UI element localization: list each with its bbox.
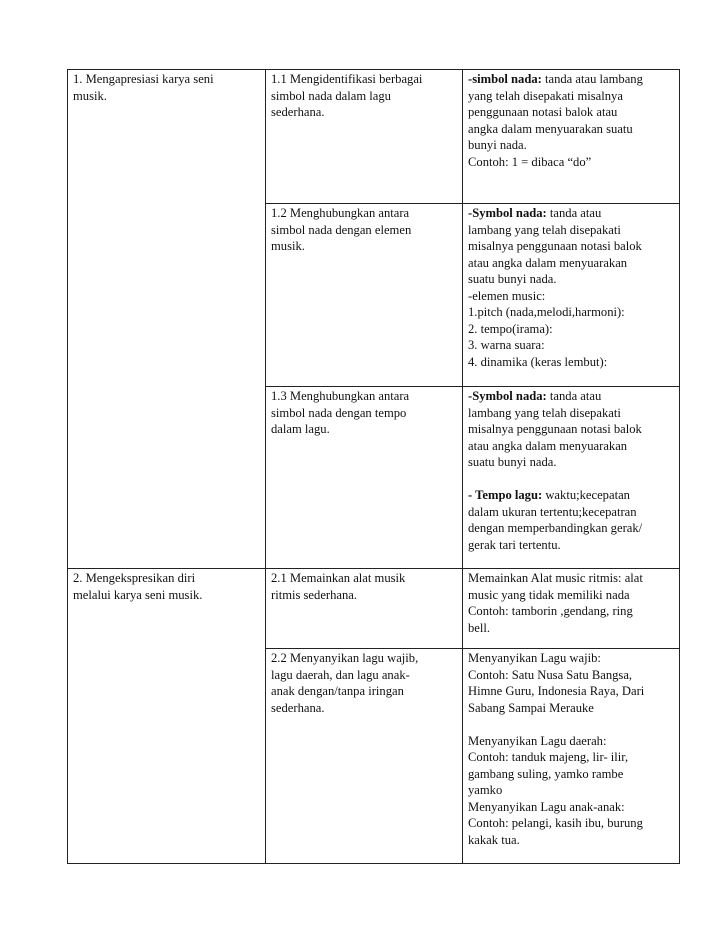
material-text: 2. tempo(irama): [468,321,553,336]
material-text: Contoh: tamborin ,gendang, ring [468,604,633,618]
table-row [68,569,680,649]
indicator-text: 1.1 Mengidentifikasi berbagai [271,72,423,86]
blank-line [468,716,674,733]
material-text: bunyi nada. [468,138,527,152]
indicator-cell [266,649,463,864]
material-text: Menyanyikan Lagu anak-anak: [468,799,625,814]
material-text: Contoh: Satu Nusa Satu Bangsa, [468,667,633,682]
blank-line [468,471,674,488]
material-cell [463,70,680,204]
indicator-text: 2.1 Memainkan alat musik [271,571,406,585]
competency-cell [68,70,266,569]
material-text: gambang suling, yamko rambe [468,766,624,781]
material-text: lambang yang telah disepakati [468,222,621,237]
material-text: Contoh: pelangi, kasih ibu, burung [468,816,643,830]
material-text: gerak tari tertentu. [468,537,561,552]
indicator-text: simbol nada dengan tempo [271,405,407,420]
material-text: yamko [468,783,503,797]
material-text: atau angka dalam menyuarakan [468,255,628,270]
indicator-text: 2.2 Menyanyikan lagu wajib, [271,651,419,665]
material-text: dalam ukuran tertentu;kecepatran [468,504,637,519]
material-text: Memainkan Alat music ritmis: alat [468,571,643,585]
material-text: -Symbol nada: tanda atau [468,389,602,403]
indicator-cell [266,70,463,204]
competency-cell [68,569,266,864]
indicator-text: sederhana. [271,700,325,715]
indicator-text: simbol nada dengan elemen [271,222,412,237]
material-text: penggunaan notasi balok atau [468,105,618,119]
material-text: yang telah disepakati misalnya [468,88,623,103]
indicator-cell [266,387,463,569]
material-cell [463,649,680,864]
material-text: Menyanyikan Lagu daerah: [468,733,607,748]
competency-text: 1. Mengapresiasi karya seni [73,72,214,86]
competency-text: musik. [73,88,107,103]
material-text: atau angka dalam menyuarakan [468,438,628,453]
indicator-text: sederhana. [271,105,325,119]
indicator-text: musik. [271,239,305,253]
material-text: misalnya penggunaan notasi balok [468,239,642,253]
material-cell [463,387,680,569]
curriculum-table [67,69,680,864]
material-text: dengan memperbandingkan gerak/ [468,521,643,535]
material-text: lambang yang telah disepakati [468,405,621,420]
material-text: misalnya penggunaan notasi balok [468,422,642,436]
material-text: Menyanyikan Lagu wajib: [468,651,601,665]
material-text: -simbol nada: tanda atau lambang [468,72,643,86]
indicator-text: dalam lagu. [271,422,330,436]
competency-text: 2. Mengekspresikan diri [73,571,196,585]
material-text: suatu bunyi nada. [468,455,557,469]
material-text: suatu bunyi nada. [468,272,557,286]
material-text: Contoh: tanduk majeng, lir- ilir, [468,750,629,764]
material-text: - Tempo lagu: waktu;kecepatan [468,488,630,502]
material-text: 4. dinamika (keras lembut): [468,354,608,369]
table-row [68,70,680,204]
material-text: kakak tua. [468,832,520,847]
material-cell [463,569,680,649]
material-text: angka dalam menyuarakan suatu [468,121,633,136]
indicator-text: 1.3 Menghubungkan antara [271,389,410,403]
material-text: 3. warna suara: [468,338,545,352]
competency-text: melalui karya seni musik. [73,587,203,602]
material-text: music yang tidak memiliki nada [468,587,630,602]
indicator-text: 1.2 Menghubungkan antara [271,206,410,220]
material-text: Himne Guru, Indonesia Raya, Dari [468,684,645,698]
material-text: Contoh: 1 = dibaca “do” [468,154,592,169]
indicator-text: simbol nada dalam lagu [271,88,391,103]
indicator-text: ritmis sederhana. [271,587,358,602]
material-cell [463,204,680,387]
indicator-cell [266,204,463,387]
material-text: -elemen music: [468,288,546,303]
indicator-text: lagu daerah, dan lagu anak- [271,667,410,682]
material-text: bell. [468,620,491,635]
material-text: -Symbol nada: tanda atau [468,206,602,220]
indicator-text: anak dengan/tanpa iringan [271,684,404,698]
indicator-cell [266,569,463,649]
material-text: 1.pitch (nada,melodi,harmoni): [468,305,625,319]
material-text: Sabang Sampai Merauke [468,700,594,715]
